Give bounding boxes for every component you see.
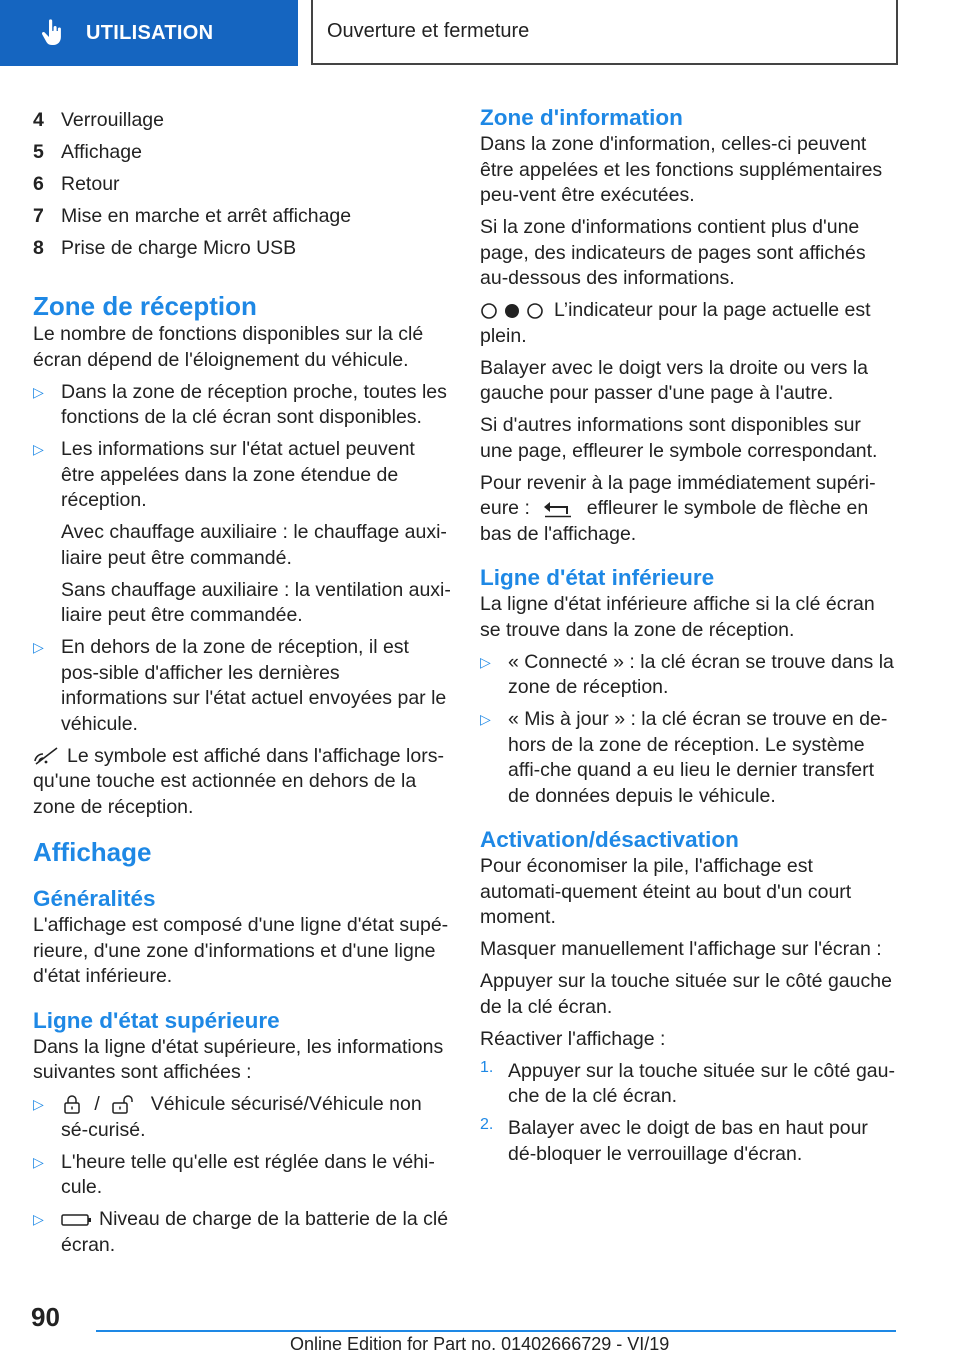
zone-info-p1: Dans la zone d'information, celles-ci peuvent être appelées et les fonctions supplémentaires peu-vent être exécutées. [480,133,883,206]
bullet-text: « Connecté » : la clé écran se trouve dans la zone de réception. [508,650,894,698]
heading-zone-reception: Zone de réception [33,291,257,321]
heading-generalites: Généralités [33,886,156,911]
section-title: UTILISATION [86,21,214,44]
bullet-triangle-icon: ▷ [33,1211,44,1227]
item-label: Retour [61,172,120,195]
footer-edition: Online Edition for Part no. 01402666729 - VI/19 [290,1334,670,1354]
lock-separator: / [94,1093,100,1115]
bullet-triangle-icon: ▷ [33,441,44,457]
bullet-triangle-icon: ▷ [33,639,44,655]
item-label: Affichage [61,140,142,163]
heading-activation: Activation/désactivation [480,827,739,852]
zone-info-p6a: Pour revenir à la page immédiatement supéri-eure : [480,471,876,519]
step-text: Balayer avec le doigt de bas en haut pour dé-bloquer le verrouillage d'écran. [508,1117,868,1165]
activation-p4: Réactiver l'affichage : [480,1027,666,1050]
ligne-inferieure-text: La ligne d'état inférieure affiche si la clé écran se trouve dans la zone de réception. [480,593,875,641]
bullet-triangle-icon: ▷ [480,653,491,670]
bullet-item [480,650,898,701]
item-label: Prise de charge Micro USB [61,236,297,259]
bullet-text: En dehors de la zone de réception, il est pos-sible d'afficher les dernières informations sur l'état actuel envoyées par le véhicule. [61,636,447,735]
item-number: 4 [33,108,44,131]
bullet-triangle-icon: ▷ [33,1153,44,1170]
bullet-text: L'heure telle qu'elle est réglée dans le véhi-cule. [61,1150,435,1198]
heading-zone-information: Zone d'information [480,105,683,130]
chapter-title: Ouverture et fermeture [327,20,530,42]
heading-affichage: Affichage [33,837,152,867]
step-number: 2. [480,1116,494,1133]
footer-divider [96,1330,896,1332]
step-item [480,1059,898,1110]
left-column [33,104,451,1265]
bullet-text: Les informations sur l'état actuel peuvent être appelées dans la zone étendue de réception. [61,438,415,511]
bullet-subtext: Avec chauffage auxiliaire : le chauffage auxi-liaire peut être commandé. [61,521,447,569]
zone-info-p6 [480,471,898,548]
activation-p1: Pour économiser la pile, l'affichage est automati-quement éteint au bout d'un court moment. [480,855,852,928]
bullet-triangle-icon: ▷ [480,711,491,727]
bullet-text: Véhicule sécurisé/Véhicule non sé-curisé. [61,1093,422,1141]
zone-info-p5: Si d'autres informations sont disponibles sur une page, effleurer le symbole correspondant. [480,414,878,462]
bullet-item [33,380,451,431]
activation-p2: Masquer manuellement l'affichage sur l'écran : [480,938,882,960]
bullet-item [33,1207,451,1258]
step-number: 1. [480,1058,494,1076]
activation-p3: Appuyer sur la touche située sur le côté gauche de la clé écran. [480,970,892,1018]
item-label: Verrouillage [61,108,164,131]
symbol-note [33,744,451,821]
bullet-subtext: Sans chauffage auxiliaire : la ventilation auxi-liaire peut être commandée. [61,578,451,626]
page-indicator-icon [480,302,546,320]
bullet-text: Dans la zone de réception proche, toutes les fonctions de la clé écran sont disponibles. [61,380,447,428]
right-column [480,104,898,1174]
heading-ligne-superieure: Ligne d'état supérieure [33,1007,280,1033]
list-item [33,232,451,264]
no-signal-icon [33,747,59,765]
list-item [33,136,451,168]
zone-info-p4: Balayer avec le doigt vers la droite ou vers la gauche pour passer d'une page à l'autre. [480,356,869,404]
list-item [33,104,451,136]
page-header [0,0,960,66]
item-number: 6 [33,172,44,195]
zone-info-p3-text: L’indicateur pour la page actuelle est plein. [480,299,871,347]
section-tab [0,0,298,66]
step-item [480,1116,898,1167]
bullet-item [33,1150,451,1201]
list-item [33,168,451,200]
bullet-text: Niveau de charge de la batterie de la clé écran. [61,1208,449,1256]
ligne-superieure-text: Dans la ligne d'état supérieure, les informations suivantes sont affichées : [33,1035,444,1083]
item-number: 5 [33,140,44,163]
bullet-item [33,437,451,514]
zone-info-p2: Si la zone d'informations contient plus d'une page, des indicateurs de pages sont affichés au-dessous des informations. [480,216,866,289]
heading-ligne-inferieure: Ligne d'état inférieure [480,565,715,590]
generalites-text: L'affichage est composé d'une ligne d'état supé-rieure, d'une zone d'informations et d'une ligne d'état inférieure. [33,914,449,987]
lock-open-icon [111,1095,139,1115]
list-item [33,200,451,232]
item-number: 7 [33,204,44,227]
page-number: 90 [31,1302,60,1332]
battery-icon [61,1212,93,1228]
symbol-note-text: Le symbole est affiché dans l'affichage lors-qu'une touche est actionnée en dehors de la zone de réception. [33,744,444,818]
item-label: Mise en marche et arrêt affichage [61,204,352,227]
zone-info-p6b: effleurer le symbole de flèche en bas de l'affichage. [480,497,869,545]
numbered-legend [33,104,451,264]
hand-pointer-icon [40,19,64,47]
bullet-triangle-icon: ▷ [33,383,44,400]
bullet-item [33,635,451,737]
step-text: Appuyer sur la touche située sur le côté gau-che de la clé écran. [508,1059,895,1107]
bullet-triangle-icon: ▷ [33,1096,44,1112]
zone-info-p3 [480,298,898,349]
bullet-text: « Mis à jour » : la clé écran se trouve en de-hors de la zone de réception. Le système affi-che quand a eu lieu le dernier transfert de données depuis le véhicule. [508,708,888,807]
lock-closed-icon [61,1095,83,1115]
chapter-tab [311,0,898,65]
zone-reception-intro: Le nombre de fonctions disponibles sur la clé écran dépend de l'éloignement du véhicule. [33,323,424,371]
item-number: 8 [33,236,44,259]
bullet-item [480,707,898,809]
bullet-item [33,1092,451,1143]
back-arrow-icon [541,499,575,519]
